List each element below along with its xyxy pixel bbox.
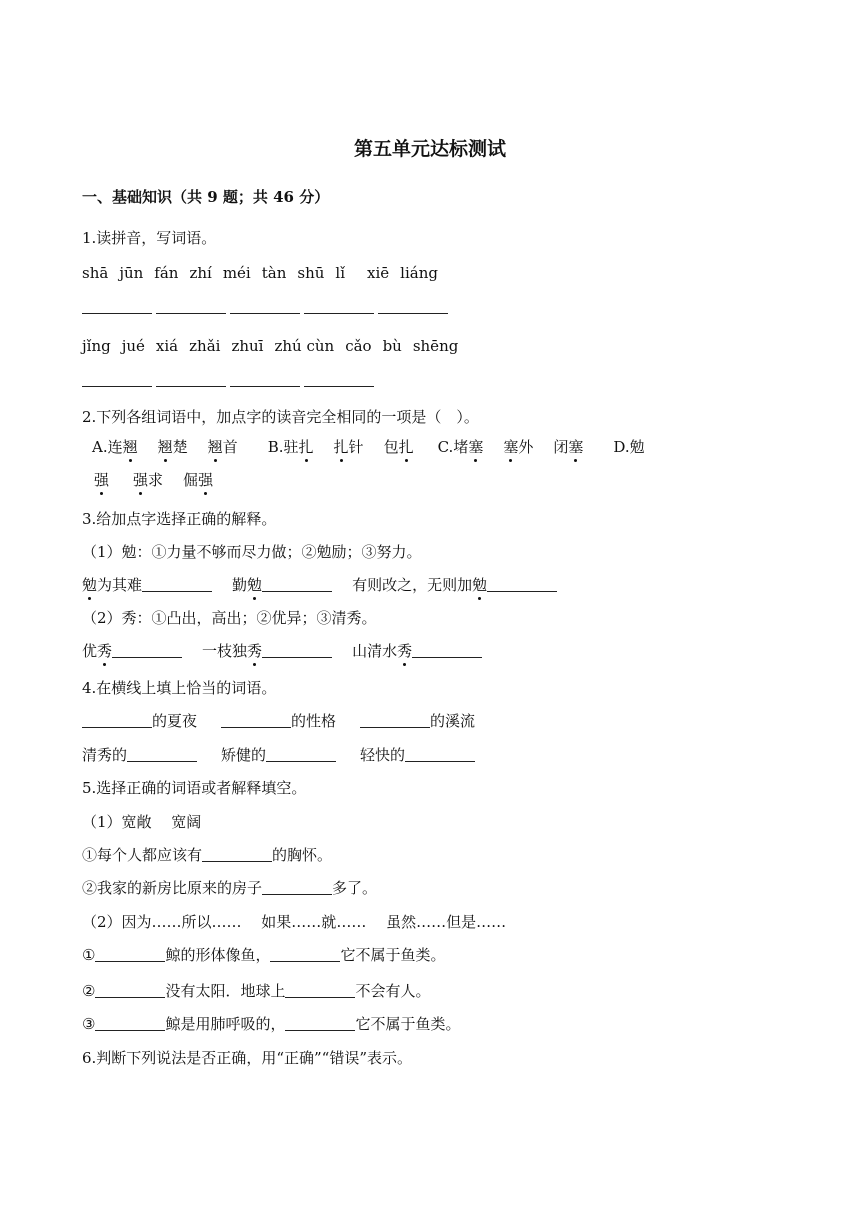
answer-blank[interactable]: [82, 371, 152, 387]
word-part: 求: [148, 471, 164, 489]
pinyin: méi: [222, 264, 251, 282]
option-a[interactable]: [92, 438, 238, 456]
sentence-part: 它不属于鱼类。: [340, 946, 446, 964]
pinyin: jūn: [119, 264, 144, 282]
answer-blank[interactable]: [412, 642, 482, 658]
word-part: 优: [82, 642, 98, 660]
fill-phrase: 矫健的: [221, 746, 267, 764]
answer-blank[interactable]: [285, 982, 355, 998]
q4-row2: [82, 744, 475, 766]
sentence-part: 多了。: [332, 879, 378, 897]
sentence-part: ①: [82, 946, 96, 964]
q5-sentence-2: [82, 877, 377, 899]
word-part: 驻: [283, 438, 299, 456]
pinyin: xiē: [367, 264, 390, 282]
word-part: 包: [383, 438, 399, 456]
dotted-char: 强: [198, 471, 214, 489]
answer-blank[interactable]: [82, 298, 152, 314]
dotted-char: 扎: [398, 438, 414, 456]
dotted-char: 翘: [122, 438, 138, 456]
word-part: 勉: [629, 438, 645, 456]
dotted-char: 翘: [207, 438, 223, 456]
answer-blank[interactable]: [112, 642, 182, 658]
q5-sentence-5: [82, 1013, 460, 1035]
answer-blank[interactable]: [127, 746, 197, 762]
dotted-char: 强: [133, 471, 149, 489]
pinyin: zhí: [189, 264, 212, 282]
fill-phrase: 的溪流: [430, 712, 476, 730]
q5-sentence-3: [82, 944, 445, 966]
q5-part1: （1）宽敞 宽阔: [82, 813, 202, 831]
dotted-char: 勉: [247, 576, 263, 594]
sentence-part: ②: [82, 982, 96, 1000]
fill-phrase: 轻快的: [360, 746, 406, 764]
sentence-part: ②我家的新房比原来的房子: [82, 879, 263, 897]
q1-pinyin-row2: [82, 335, 469, 357]
dotted-char: 塞: [503, 438, 519, 456]
answer-blank[interactable]: [95, 946, 165, 962]
pinyin: liáng: [400, 264, 438, 282]
answer-blank[interactable]: [95, 982, 165, 998]
word-part: 首: [222, 438, 238, 456]
answer-blank[interactable]: [82, 712, 152, 728]
word-part: 针: [348, 438, 364, 456]
word-part: 勤: [232, 576, 248, 594]
option-label: C.: [437, 438, 454, 456]
dotted-char: 塞: [568, 438, 584, 456]
word-part: 外: [518, 438, 534, 456]
answer-blank[interactable]: [360, 712, 430, 728]
option-c[interactable]: [438, 438, 584, 456]
sentence-part: 没有太阳．地球上: [165, 982, 286, 1000]
answer-blank[interactable]: [262, 642, 332, 658]
pinyin: shēng: [412, 337, 459, 355]
answer-blank[interactable]: [304, 298, 374, 314]
dotted-char: 秀: [247, 642, 263, 660]
q5-stem: 5.选择正确的词语或者解释填空。: [82, 779, 307, 797]
answer-blank[interactable]: [262, 576, 332, 592]
q3-part2-items: [82, 640, 482, 662]
word-part: 一枝独: [202, 642, 248, 660]
pinyin: cǎo: [345, 337, 372, 355]
option-label: D.: [613, 438, 630, 456]
sentence-part: 鲸的形体像鱼，: [165, 946, 271, 964]
word-part: 为其难: [97, 576, 143, 594]
pinyin: bù: [382, 337, 402, 355]
answer-blank[interactable]: [304, 371, 374, 387]
sentence-part: 不会有人。: [355, 982, 431, 1000]
dotted-char: 扎: [333, 438, 349, 456]
pinyin: jué: [121, 337, 145, 355]
pinyin: shū: [297, 264, 325, 282]
dotted-char: 秀: [97, 642, 113, 660]
pinyin: jǐng: [82, 337, 111, 355]
sentence-part: 它不属于鱼类。: [355, 1015, 461, 1033]
page-title: 第五单元达标测试: [353, 138, 506, 160]
answer-blank[interactable]: [202, 846, 272, 862]
q4-stem: 4.在横线上填上恰当的词语。: [82, 679, 277, 697]
answer-blank[interactable]: [266, 746, 336, 762]
option-label: A.: [92, 438, 108, 456]
answer-blank[interactable]: [230, 371, 300, 387]
word-part: 楚: [172, 438, 188, 456]
pinyin: shā: [82, 264, 109, 282]
sentence-part: ①每个人都应该有: [82, 846, 203, 864]
q5-sentence-1: [82, 844, 332, 866]
answer-blank[interactable]: [230, 298, 300, 314]
dotted-char: 强: [94, 471, 110, 489]
pinyin: lǐ: [335, 264, 346, 282]
answer-blank[interactable]: [285, 1015, 355, 1031]
fill-phrase: 清秀的: [82, 746, 128, 764]
q3-stem: 3.给加点字选择正确的解释。: [82, 510, 277, 528]
option-b[interactable]: [268, 438, 414, 456]
dotted-char: 勉: [472, 576, 488, 594]
q5-part2: （2）因为……所以…… 如果……就…… 虽然……但是……: [82, 913, 507, 931]
q1-answer-row1: [82, 296, 452, 318]
q1-pinyin-row1: [82, 262, 449, 284]
word-part: 连: [107, 438, 123, 456]
sentence-part: 的胸怀。: [272, 846, 333, 864]
q1-stem: 1.读拼音，写词语。: [82, 229, 217, 247]
pinyin: zhǎi: [189, 337, 221, 355]
answer-blank[interactable]: [262, 879, 332, 895]
word-part: 山清水: [352, 642, 398, 660]
dotted-char: 扎: [298, 438, 314, 456]
answer-blank[interactable]: [405, 746, 475, 762]
word-part: 倔: [183, 471, 199, 489]
section-heading: 一、基础知识（共 9 题；共 46 分）: [82, 188, 330, 206]
pinyin: fán: [154, 264, 179, 282]
word-part: 堵: [453, 438, 469, 456]
pinyin: tàn: [261, 264, 287, 282]
pinyin: zhuī: [231, 337, 264, 355]
fill-phrase: 的夏夜: [152, 712, 198, 730]
dotted-char: 塞: [468, 438, 484, 456]
option-d[interactable]: [613, 438, 644, 456]
dotted-char: 勉: [82, 576, 98, 594]
fill-phrase: 的性格: [291, 712, 337, 730]
q3-part2: （2）秀：①凸出，高出；②优异；③清秀。: [82, 609, 377, 627]
pinyin: zhú cùn: [274, 337, 335, 355]
word-part: 有则改之，无则加: [352, 576, 473, 594]
q2-options-row1: [92, 436, 645, 458]
dotted-char: 翘: [157, 438, 173, 456]
option-label: B.: [267, 438, 284, 456]
answer-blank[interactable]: [378, 298, 448, 314]
dotted-char: 秀: [397, 642, 413, 660]
q6-stem: 6.判断下列说法是否正确，用“正确”“错误”表示。: [82, 1049, 412, 1067]
answer-blank[interactable]: [221, 712, 291, 728]
answer-blank[interactable]: [270, 946, 340, 962]
answer-blank[interactable]: [156, 371, 226, 387]
q2-options-row2: [94, 469, 213, 491]
q5-sentence-4: [82, 980, 430, 1002]
word-part: 闭: [553, 438, 569, 456]
answer-blank[interactable]: [156, 298, 226, 314]
q1-answer-row2: [82, 369, 378, 391]
sentence-part: ③: [82, 1015, 96, 1033]
q3-part1-items: [82, 574, 557, 596]
answer-blank[interactable]: [95, 1015, 165, 1031]
answer-blank[interactable]: [487, 576, 557, 592]
q4-row1: [82, 710, 475, 732]
answer-blank[interactable]: [142, 576, 212, 592]
pinyin: xiá: [155, 337, 179, 355]
sentence-part: 鲸是用肺呼吸的，: [165, 1015, 286, 1033]
q2-stem: 2.下列各组词语中，加点字的读音完全相同的一项是（ ）。: [82, 408, 479, 426]
q3-part1: （1）勉：①力量不够而尽力做；②勉励；③努力。: [82, 543, 422, 561]
